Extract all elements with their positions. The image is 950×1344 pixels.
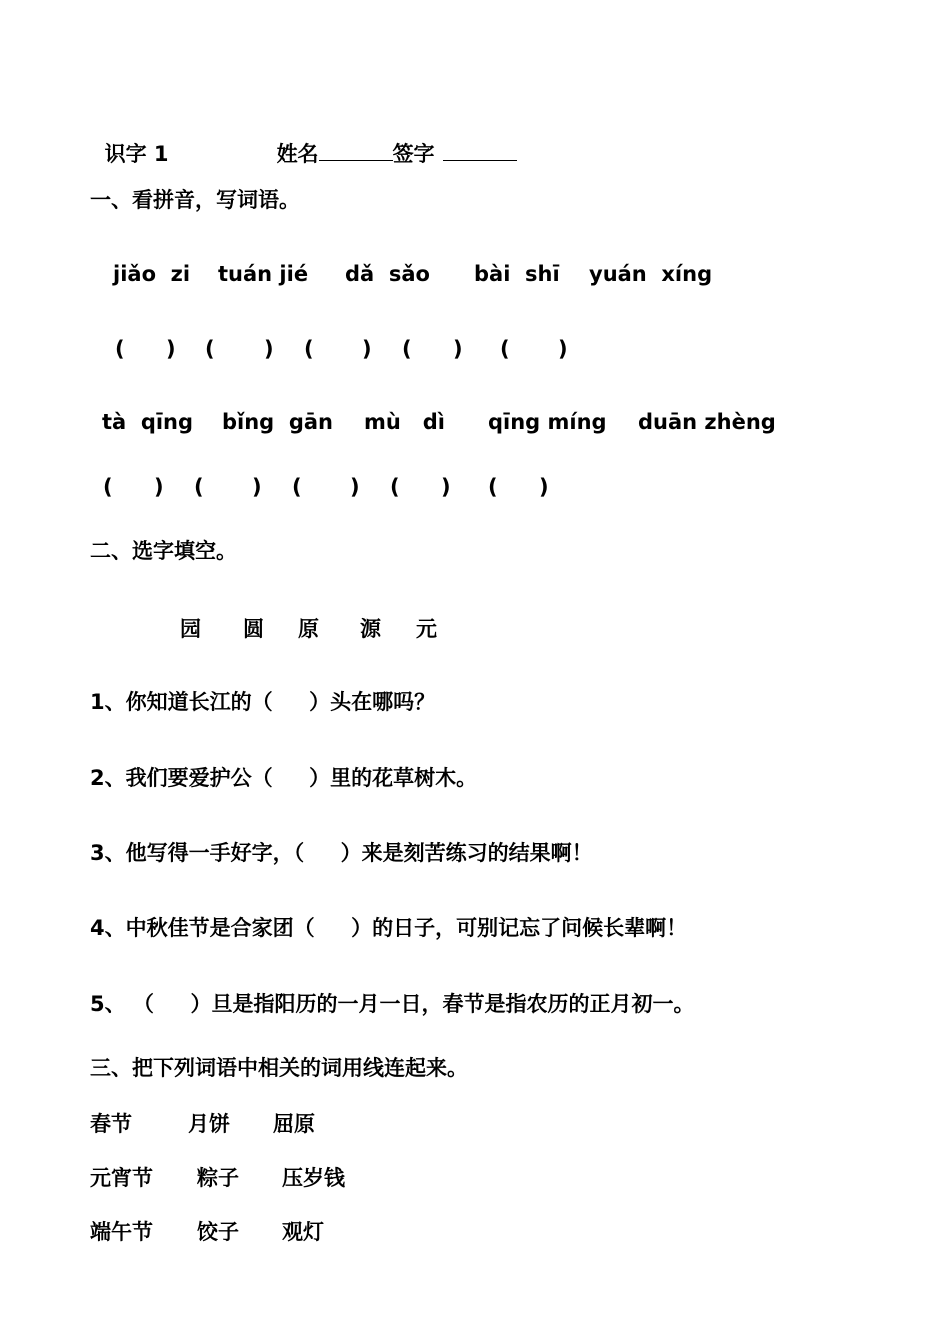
- section3-heading: 三、把下列词语中相关的词用线连起来。: [90, 1056, 468, 1080]
- sign-label: 签字: [392, 142, 435, 166]
- pinyin-1-5: yuán xíng: [589, 262, 713, 286]
- paren-left: (: [103, 475, 113, 499]
- paren-right: ): [539, 475, 549, 499]
- paren-right: ): [252, 475, 262, 499]
- match-col3-item: 压岁钱: [282, 1166, 345, 1190]
- pinyin-1-3: dǎ sǎo: [345, 262, 430, 286]
- pinyin-2-5: duān zhèng: [638, 410, 776, 434]
- name-label: 姓名: [276, 142, 319, 166]
- name-blank[interactable]: [319, 138, 393, 161]
- paren-left: (: [205, 337, 215, 361]
- paren-left: (: [500, 337, 510, 361]
- section2-heading: 二、选字填空。: [90, 539, 237, 563]
- paren-left: (: [488, 475, 498, 499]
- paren-left: (: [402, 337, 412, 361]
- pinyin-2-2: bǐng gān: [222, 410, 333, 434]
- pinyin-2-4: qīng míng: [488, 410, 607, 434]
- paren-right: ): [166, 337, 176, 361]
- match-col2-item: 粽子: [197, 1166, 239, 1190]
- match-col1-item: 春节: [90, 1112, 132, 1136]
- paren-right: ): [441, 475, 451, 499]
- choice-char: 园: [180, 617, 201, 641]
- paren-right: ): [362, 337, 372, 361]
- worksheet-header: [90, 110, 517, 168]
- paren-left: (: [292, 475, 302, 499]
- paren-left: (: [390, 475, 400, 499]
- choice-char: 源: [360, 617, 381, 641]
- match-col2-item: 月饼: [188, 1112, 230, 1136]
- worksheet-title: 识字 1: [104, 142, 169, 166]
- sign-blank[interactable]: [443, 138, 517, 161]
- paren-right: ): [154, 475, 164, 499]
- paren-right: ): [350, 475, 360, 499]
- match-col3-item: 观灯: [282, 1220, 324, 1244]
- paren-right: ): [453, 337, 463, 361]
- fill-item-1: 1、你知道长江的（ ）头在哪吗？: [90, 690, 436, 714]
- paren-left: (: [304, 337, 314, 361]
- pinyin-2-1: tà qīng: [102, 410, 194, 434]
- choice-char: 圆: [243, 617, 264, 641]
- pinyin-1-2: tuán jié: [218, 262, 309, 286]
- match-col3-item: 屈原: [273, 1112, 315, 1136]
- match-col2-item: 饺子: [197, 1220, 239, 1244]
- pinyin-1-4: bài shī: [474, 262, 560, 286]
- fill-item-3: 3、他写得一手好字，（ ）来是刻苦练习的结果啊！: [90, 841, 593, 865]
- match-col1-item: 元宵节: [90, 1166, 153, 1190]
- pinyin-1-1: jiǎo zi: [113, 262, 191, 286]
- match-col1-item: 端午节: [90, 1220, 153, 1244]
- paren-left: (: [194, 475, 204, 499]
- paren-right: ): [558, 337, 568, 361]
- fill-item-5: 5、 （ ）旦是指阳历的一月一日，春节是指农历的正月初一。: [90, 992, 695, 1016]
- fill-item-4: 4、中秋佳节是合家团（ ）的日子，可别记忘了问候长辈啊！: [90, 916, 688, 940]
- paren-left: (: [115, 337, 125, 361]
- section1-heading: 一、看拼音，写词语。: [90, 188, 300, 212]
- choice-char: 元: [416, 617, 437, 641]
- pinyin-2-3: mù dì: [364, 410, 445, 434]
- fill-item-2: 2、我们要爱护公（ ）里的花草树木。: [90, 766, 478, 790]
- choice-char: 原: [298, 617, 319, 641]
- paren-right: ): [264, 337, 274, 361]
